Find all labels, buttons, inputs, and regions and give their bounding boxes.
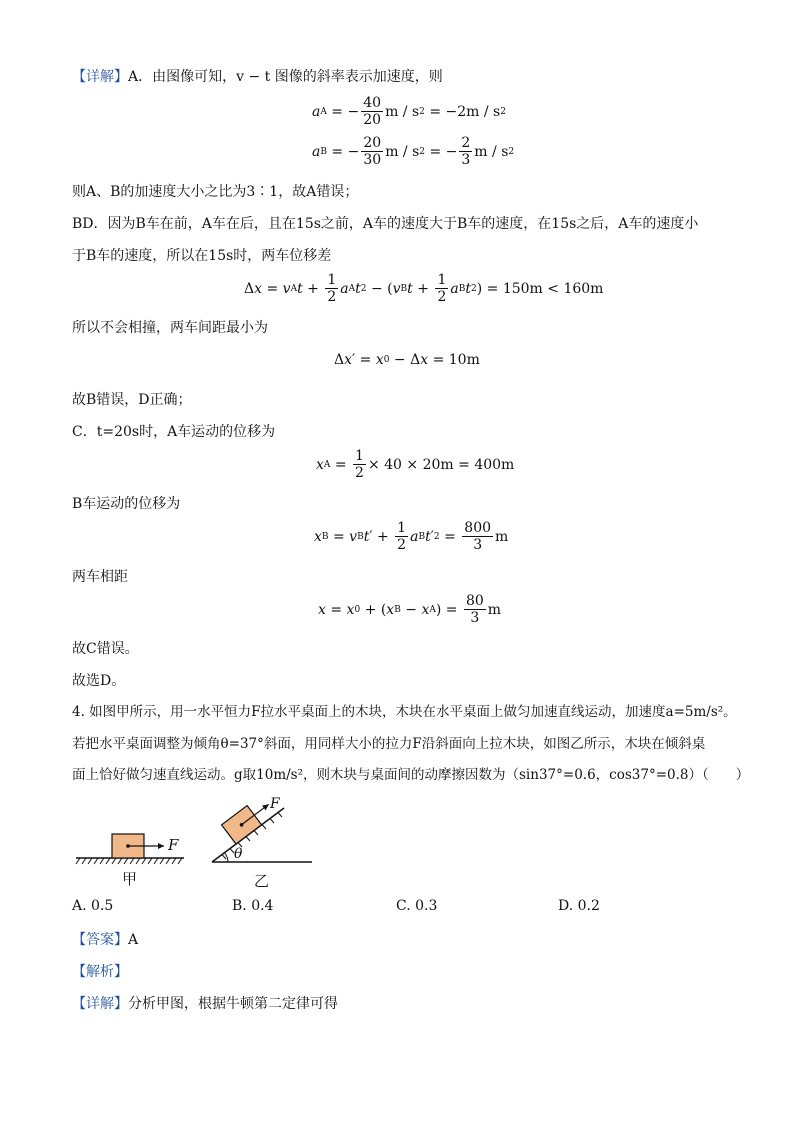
option-c: C. 0.3 (396, 898, 438, 914)
c-wrong-line: 故C错误。 (72, 641, 139, 657)
b-displacement-line: B车运动的位移为 (72, 496, 181, 512)
force-diagram (72, 796, 322, 896)
force-label-left: F (168, 836, 179, 854)
equation-aA: a A = − $\frac{40}{20}$ m / s 2 = −2m / s 2 (312, 95, 506, 128)
question-4-line-2: 若把水平桌面调整为倾角θ=37°斜面，用同样大小的拉力F沿斜面向上拉木块，如图乙所示，木块在倾斜桌 (72, 736, 706, 752)
equation-aB: a B = − $\frac{20}{30}$ m / s 2 = − $\frac{2}{3}$ m / s 2 (312, 135, 515, 168)
choose-d-line: 故选D。 (72, 673, 126, 689)
diagram-svg (72, 796, 322, 892)
ratio-line: 则A、B的加速度大小之比为3∶1，故A错误； (72, 184, 359, 200)
analysis-line (72, 962, 128, 982)
equation-x: x = x 0 + ( x B − x A ) = $\frac{80}{3}$ m (318, 593, 502, 626)
b-wrong-line: 故B错误，D正确； (72, 392, 192, 408)
bd-line-1: BD．因为B车在前，A车在后，且在15s之前，A车的速度大于B车的速度，在15s之后，A车的速度小 (72, 216, 699, 232)
c-line: C．t=20s时，A车运动的位移为 (72, 424, 276, 440)
angle-label: θ (234, 846, 243, 862)
answer-tag: 【答案】 (72, 932, 128, 948)
detail-line-1 (72, 67, 443, 87)
question-4-line-1: 4. 如图甲所示，用一水平恒力F拉水平桌面上的木块，木块在水平桌面上做匀加速直线运动，加速度a=5m/s²。 (72, 704, 737, 720)
analysis-tag: 【解析】 (72, 964, 128, 980)
ground-hatch-left (76, 858, 182, 864)
option-d: D. 0.2 (558, 898, 600, 914)
detail-text-a: A．由图像可知，v − t 图像的斜率表示加速度，则 (128, 69, 443, 85)
force-label-right: F (270, 796, 280, 812)
equation-delta-x: Δ x = v A t + $\frac{1}{2}$ a A t 2 − ( v B t + $\frac{1}{2}$ a B t 2 ) = 150m < 160m (244, 272, 604, 305)
option-b: B. 0.4 (232, 898, 274, 914)
equation-xB: x B = v B t ′ + $\frac{1}{2}$ a B t ′ 2 = $\frac{800}{3}$ m (314, 520, 509, 553)
detail-tag: 【详解】 (72, 69, 128, 85)
answer-value: A (128, 932, 139, 948)
caption-yi: 乙 (254, 872, 270, 890)
equation-delta-x-prime: Δ x ′ = x 0 − Δ x = 10m (334, 352, 480, 368)
option-a: A. 0.5 (72, 898, 114, 914)
distance-line: 两车相距 (72, 569, 128, 585)
question-4-line-3: 面上恰好做匀速直线运动。g取10m/s²，则木块与桌面间的动摩擦因数为（sin37°=0.6，cos37°=0.8）（ ） (72, 767, 750, 783)
caption-jia: 甲 (122, 870, 138, 888)
detail-line-final (72, 994, 338, 1014)
detail-text-b: 分析甲图，根据牛顿第二定律可得 (128, 996, 338, 1012)
no-collision-line: 所以不会相撞，两车间距最小为 (72, 320, 268, 336)
equation-xA: x A = $\frac{1}{2}$ × 40 × 20m = 400m (316, 448, 515, 481)
bd-line-2: 于B车的速度，所以在15s时，两车位移差 (72, 248, 332, 264)
detail-tag-2: 【详解】 (72, 996, 128, 1012)
answer-line (72, 930, 138, 950)
